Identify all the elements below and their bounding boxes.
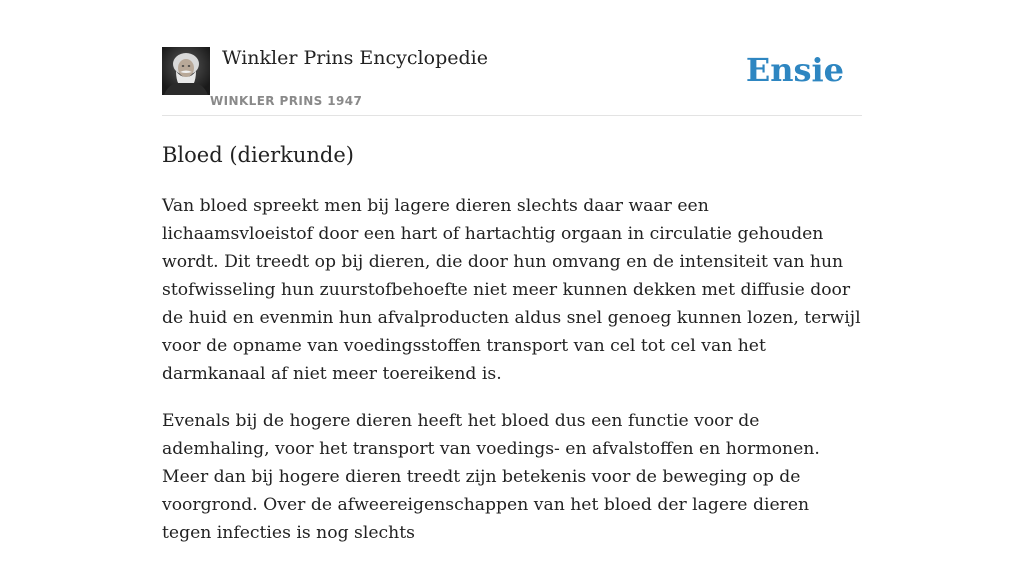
paragraph: Evenals bij de hogere dieren heeft het bloed dus een functie voor de ademhaling, voor het transport van voedings- en afvalstoffen en hormonen. Meer dan bij hogere dieren treedt zijn betekenis voor de beweging op de voorgrond. Over de afweereigenschappen van het bloed der lagere dieren tegen infecties is nog slechts xyxy=(162,411,820,543)
article-body xyxy=(162,192,862,566)
source-title[interactable]: Winkler Prins Encyclopedie xyxy=(222,47,488,69)
brand-logo[interactable]: Ensie xyxy=(745,51,844,89)
portrait-photo-icon xyxy=(162,47,210,95)
header xyxy=(162,0,862,116)
article-container xyxy=(162,0,862,543)
avatar[interactable] xyxy=(162,47,210,95)
paragraph: Van bloed spreekt men bij lagere dieren slechts daar waar een lichaamsvloeistof door een hart of hartachtig orgaan in circulatie gehouden wordt. Dit treedt op bij dieren, die door hun omvang en de intensiteit van hun stofwisseling hun zuurstofbehoefte niet meer kunnen dekken met diffusie door de huid en evenmin hun afvalproducten aldus snel genoeg kunnen lozen, terwijl voor de opname van voedingsstoffen transport van cel tot cel van het darmkanaal af niet meer toereikend is. xyxy=(162,196,861,384)
source-subtitle: WINKLER PRINS 1947 xyxy=(210,94,363,108)
article-title: Bloed (dierkunde) xyxy=(162,143,354,167)
